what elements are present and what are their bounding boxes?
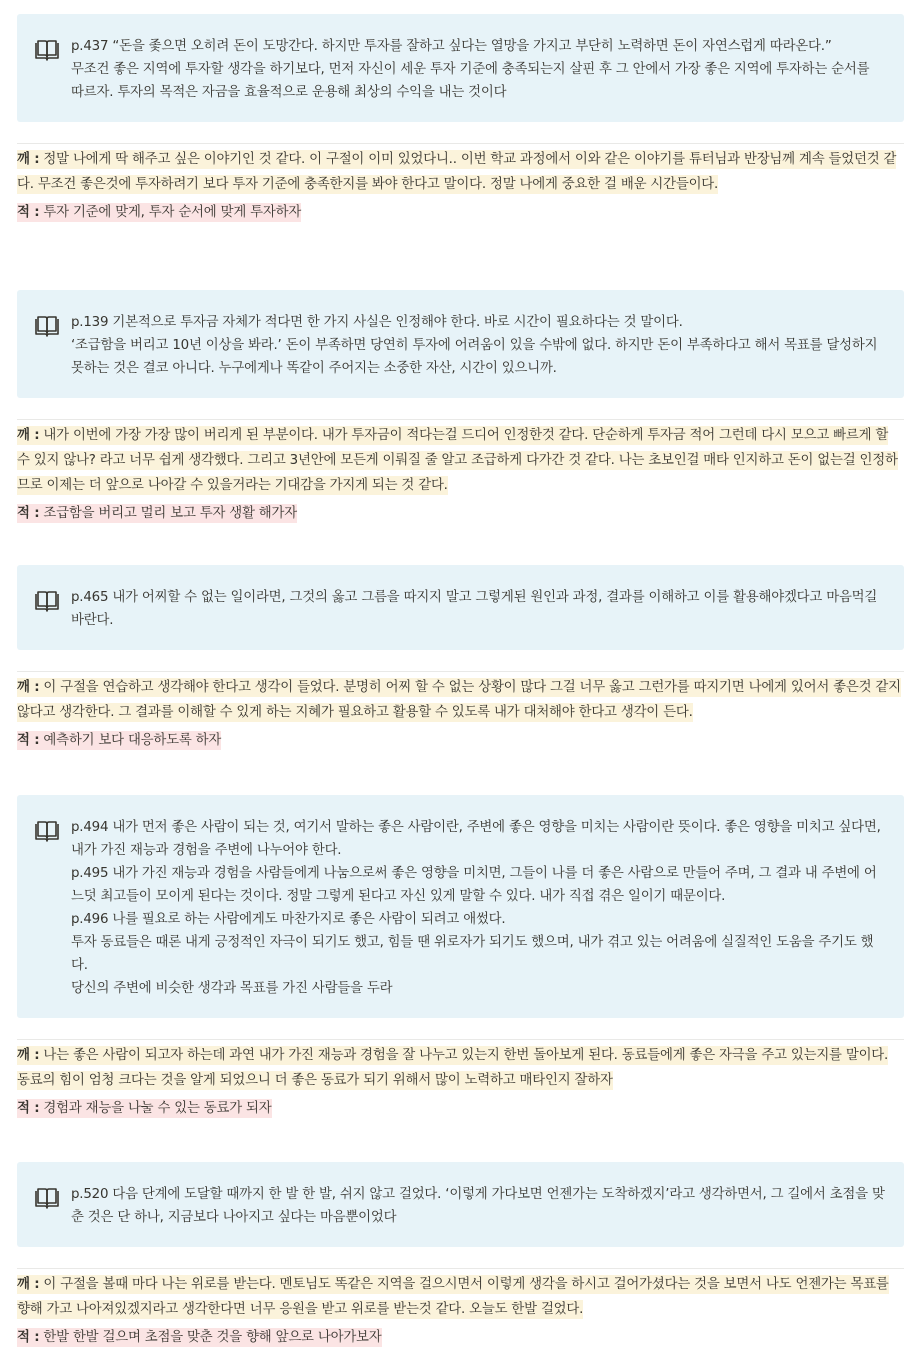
reflection-text: 정말 나에게 딱 해주고 싶은 이야기인 것 같다. 이 구절이 이미 있었다니.. 이번 학교 과정에서 이와 같은 이야기를 튜터님과 반장님께 계속 들었던것 같다. 무조건 좋은것에 투자하려기 보다 투자 기준에 충족한지를 봐야 한다고 말이다. 정말 나에게 중요한 걸 배운 시간들이다. xyxy=(17,152,897,192)
quote-line: ‘조급함을 버리고 10년 이상을 봐라.’ 돈이 부족하면 당연히 투자에 어려움이 있을 수밖에 없다. 하지만 돈이 부족하다고 해서 목표를 달성하지 못하는 것은 결코 아니다. 누구에게나 똑같이 주어지는 소중한 자산, 시간이 있으니까. xyxy=(71,338,882,376)
action-label: 적 : xyxy=(17,205,40,220)
divider xyxy=(17,143,904,144)
reflection-note xyxy=(17,1043,904,1093)
action-note xyxy=(17,503,904,525)
entry-3 xyxy=(17,565,904,752)
action-text: 투자 기준에 맞게, 투자 순서에 맞게 투자하자 xyxy=(43,205,302,220)
book-icon xyxy=(34,1187,60,1209)
quote-callout xyxy=(17,14,904,122)
action-text: 예측하기 보다 대응하도록 하자 xyxy=(43,733,222,748)
reflection-note xyxy=(17,1272,904,1322)
action-note xyxy=(17,1098,904,1120)
reflection-text: 이 구절을 볼때 마다 나는 위로를 받는다. 멘토님도 똑같은 지역을 걸으시면서 이렇게 생각을 하시고 걸어가셨다는 것을 보면서 나도 언젠가는 목표를 향해 가고 나아져있겠지라고 생각한다면 너무 응원을 받고 위로를 받는것 같다. 오늘도 한발 걸었다. xyxy=(17,1277,889,1317)
quote-line: p.520 다음 단계에 도달할 때까지 한 발 한 발, 쉬지 않고 걸었다. ‘이렇게 가다보면 언젠가는 도착하겠지’라고 생각하면서, 그 길에서 초점을 맞춘 것은 단 하나, 지금보다 나아지고 싶다는 마음뿐이었다 xyxy=(71,1187,885,1225)
reflection-note xyxy=(17,675,904,725)
action-label: 적 : xyxy=(17,1101,40,1116)
quote-callout xyxy=(17,1162,904,1247)
reflection-note xyxy=(17,147,904,197)
quote-line: 투자 동료들은 때론 내게 긍정적인 자극이 되기도 했고, 힘들 땐 위로자가 되기도 했으며, 내가 겪고 있는 어려움에 실질적인 도움을 주기도 했다. xyxy=(71,935,874,973)
action-label: 적 : xyxy=(17,506,40,521)
reflection-label: 깨 : xyxy=(17,428,40,443)
divider xyxy=(17,671,904,672)
entry-4 xyxy=(17,795,904,1120)
entry-5 xyxy=(17,1162,904,1349)
reflection-label: 깨 : xyxy=(17,1048,40,1063)
action-text: 조급함을 버리고 멀리 보고 투자 생활 해가자 xyxy=(43,506,297,521)
book-icon xyxy=(34,315,60,337)
entry-2 xyxy=(17,290,904,525)
reflection-note xyxy=(17,423,904,498)
quote-callout xyxy=(17,795,904,1018)
quote-line: p.495 내가 가진 재능과 경험을 사람들에게 나눔으로써 좋은 영향을 미치면, 그들이 나를 더 좋은 사람으로 만들어 주며, 그 결과 내 주변에 어느덧 최고들이 모이게 된다는 것이다. 정말 그렇게 된다고 자신 있게 말할 수 있다. 내가 직접 겪은 일이기 때문이다. xyxy=(71,866,877,904)
reflection-text: 나는 좋은 사람이 되고자 하는데 과연 내가 가진 재능과 경험을 잘 나누고 있는지 한번 돌아보게 된다. 동료들에게 좋은 자극을 주고 있는지를 말이다. 동료의 힘이 엄청 크다는 것을 알게 되었으니 더 좋은 동료가 되기 위해서 많이 노력하고 매타인지 잘하자 xyxy=(17,1048,889,1088)
action-note xyxy=(17,730,904,752)
action-label: 적 : xyxy=(17,733,40,748)
action-text: 경험과 재능을 나눌 수 있는 동료가 되자 xyxy=(43,1101,272,1116)
reflection-label: 깨 : xyxy=(17,152,40,167)
action-note xyxy=(17,1327,904,1349)
quote-line: p.465 내가 어찌할 수 없는 일이라면, 그것의 옳고 그름을 따지지 말고 그렇게된 원인과 과정, 결과를 이해하고 이를 활용해야겠다고 마음먹길 바란다. xyxy=(71,590,882,628)
reflection-label: 깨 : xyxy=(17,1277,40,1292)
reflection-text: 이 구절을 연습하고 생각해야 한다고 생각이 들었다. 분명히 어찌 할 수 없는 상황이 많다 그걸 너무 옳고 그런가를 따지기면 나에게 있어서 좋은것 같지 않다고 생각한다. 그 결과를 이해할 수 있게 하는 지혜가 필요하고 활용할 수 있도록 내가 대처해야 한다고 생각이 든다. xyxy=(17,680,901,720)
quote-line: 무조건 좋은 지역에 투자할 생각을 하기보다, 먼저 자신이 세운 투자 기준에 충족되는지 살핀 후 그 안에서 가장 좋은 지역에 투자하는 순서를 따르자. 투자의 목적은 자금을 효율적으로 운용해 최상의 수익을 내는 것이다 xyxy=(71,62,874,100)
reflection-label: 깨 : xyxy=(17,680,40,695)
book-icon xyxy=(34,39,60,61)
book-icon xyxy=(34,590,60,612)
divider xyxy=(17,419,904,420)
quote-line: p.139 기본적으로 투자금 자체가 적다면 한 가지 사실은 인정해야 한다. 바로 시간이 필요하다는 것 말이다. xyxy=(71,315,683,330)
divider xyxy=(17,1268,904,1269)
action-note xyxy=(17,202,904,224)
quote-callout xyxy=(17,565,904,650)
quote-line: p.496 나를 필요로 하는 사람에게도 마찬가지로 좋은 사람이 되려고 애썼다. xyxy=(71,912,506,927)
entry-1 xyxy=(17,14,904,224)
divider xyxy=(17,1039,904,1040)
action-text: 한발 한발 걸으며 초점을 맞춘 것을 향해 앞으로 나아가보자 xyxy=(43,1330,382,1345)
book-icon xyxy=(34,820,60,842)
action-label: 적 : xyxy=(17,1330,40,1345)
quote-callout xyxy=(17,290,904,398)
reflection-text: 내가 이번에 가장 가장 많이 버리게 된 부분이다. 내가 투자금이 적다는걸 드디어 인정한것 같다. 단순하게 투자금 적어 그런데 다시 모으고 빠르게 할 수 있지 않나? 라고 너무 쉽게 생각했다. 그리고 3년안에 모든게 이뤄질 줄 알고 조급하게 다가간 것 같다. 나는 초보인걸 매타 인지하고 돈이 없는걸 인정하므로 이제는 더 앞으로 나아갈 수 있을거라는 기대감을 가지게 되는 것 같다. xyxy=(17,428,898,493)
quote-line: 당신의 주변에 비슷한 생각과 목표를 가진 사람들을 두라 xyxy=(71,981,393,996)
quote-line: p.437 “돈을 좇으면 오히려 돈이 도망간다. 하지만 투자를 잘하고 싶다는 열망을 가지고 부단히 노력하면 돈이 자연스럽게 따라온다.” xyxy=(71,39,832,54)
quote-line: p.494 내가 먼저 좋은 사람이 되는 것, 여기서 말하는 좋은 사람이란, 주변에 좋은 영향을 미치는 사람이란 뜻이다. 좋은 영향을 미치고 싶다면, 내가 가진 재능과 경험을 주변에 나누어야 한다. xyxy=(71,820,885,858)
